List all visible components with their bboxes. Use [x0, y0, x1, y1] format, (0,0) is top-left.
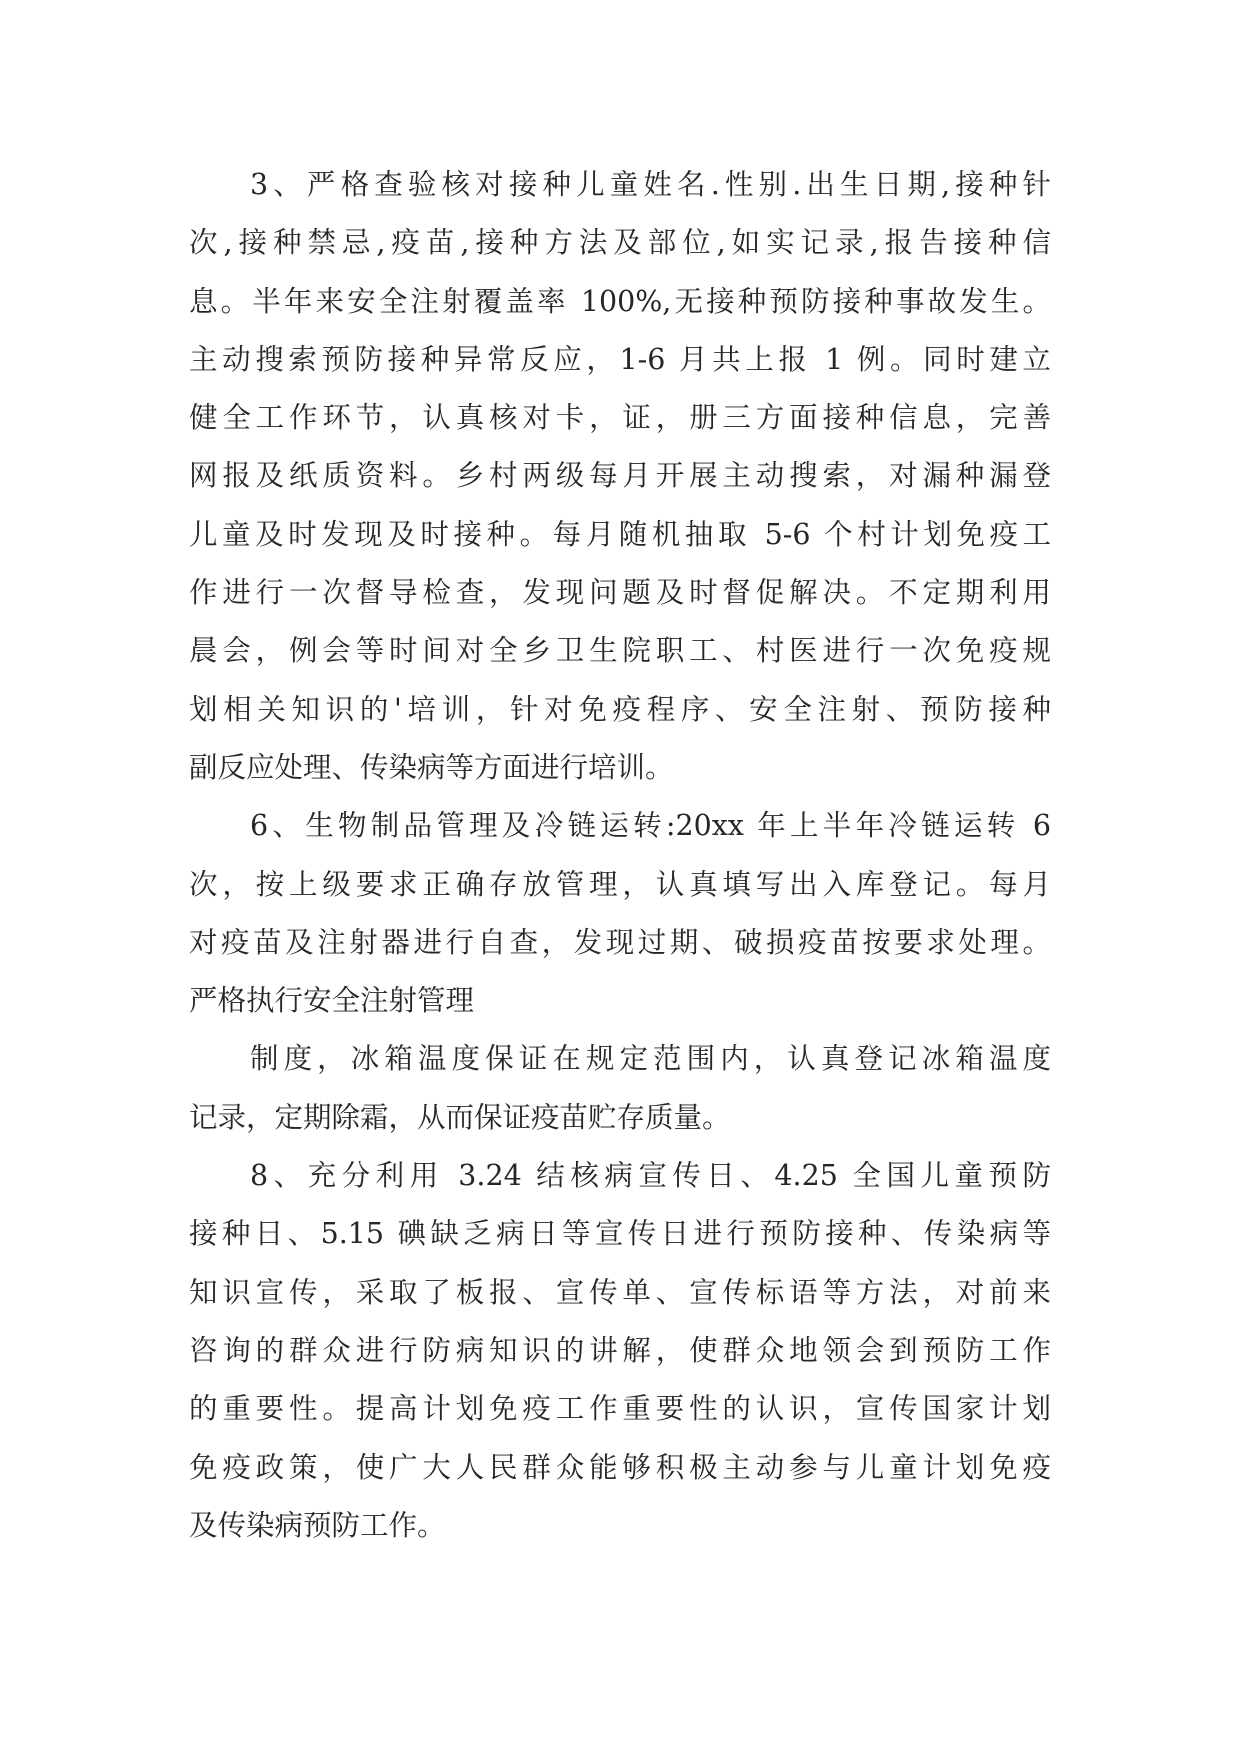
paragraph-line: 制度，冰箱温度保证在规定范围内，认真登记冰箱温度 [250, 1042, 1051, 1076]
paragraph-item-3 [189, 156, 1051, 797]
paragraph-line: 副反应处理、传染病等方面进行培训。 [189, 750, 674, 784]
paragraph-line: 接种日、5.15 碘缺乏病日等宣传日进行预防接种、传染病等 [189, 1217, 1051, 1251]
paragraph-line: 主动搜索预防接种异常反应，1-6 月共上报 1 例。同时建立 [189, 342, 1051, 376]
paragraph-line: 晨会，例会等时间对全乡卫生院职工、村医进行一次免疫规 [189, 634, 1051, 668]
paragraph-line: 息。半年来安全注射覆盖率 100%,无接种预防接种事故发生。 [189, 284, 1051, 318]
paragraph-line: 的重要性。提高计划免疫工作重要性的认识，宣传国家计划 [189, 1392, 1051, 1426]
paragraph-line: 健全工作环节，认真核对卡，证，册三方面接种信息，完善 [189, 401, 1051, 435]
paragraph-line: 作进行一次督导检查，发现问题及时督促解决。不定期利用 [189, 576, 1051, 610]
paragraph-line: 记录，定期除霜，从而保证疫苗贮存质量。 [189, 1100, 731, 1134]
paragraph-line: 次，按上级要求正确存放管理，认真填写出入库登记。每月 [189, 867, 1051, 901]
paragraph-line: 知识宣传，采取了板报、宣传单、宣传标语等方法，对前来 [189, 1275, 1051, 1309]
paragraph-continuation [189, 1030, 1051, 1147]
paragraph-line: 儿童及时发现及时接种。每月随机抽取 5-6 个村计划免疫工 [189, 517, 1051, 551]
paragraph-line: 对疫苗及注射器进行自查，发现过期、破损疫苗按要求处理。 [189, 925, 1051, 959]
paragraph-item-6 [189, 797, 1051, 1030]
paragraph-line: 严格执行安全注射管理 [189, 984, 475, 1018]
paragraph-line: 网报及纸质资料。乡村两级每月开展主动搜索，对漏种漏登 [189, 459, 1051, 493]
paragraph-line: 咨询的群众进行防病知识的讲解，使群众地领会到预防工作 [189, 1333, 1051, 1367]
paragraph-line: 8、充分利用 3.24 结核病宣传日、4.25 全国儿童预防 [250, 1159, 1051, 1193]
paragraph-item-8 [189, 1147, 1051, 1555]
paragraph-line: 次,接种禁忌,疫苗,接种方法及部位,如实记录,报告接种信 [189, 226, 1051, 260]
paragraph-line: 6、生物制品管理及冷链运转:20xx 年上半年冷链运转 6 [250, 809, 1051, 843]
paragraph-line: 及传染病预防工作。 [189, 1508, 446, 1542]
document-body [189, 156, 1051, 1555]
paragraph-line: 划相关知识的'培训，针对免疫程序、安全注射、预防接种 [189, 692, 1051, 726]
paragraph-line: 免疫政策，使广大人民群众能够积极主动参与儿童计划免疫 [189, 1450, 1051, 1484]
paragraph-line: 3、严格查验核对接种儿童姓名.性别.出生日期,接种针 [250, 168, 1051, 201]
